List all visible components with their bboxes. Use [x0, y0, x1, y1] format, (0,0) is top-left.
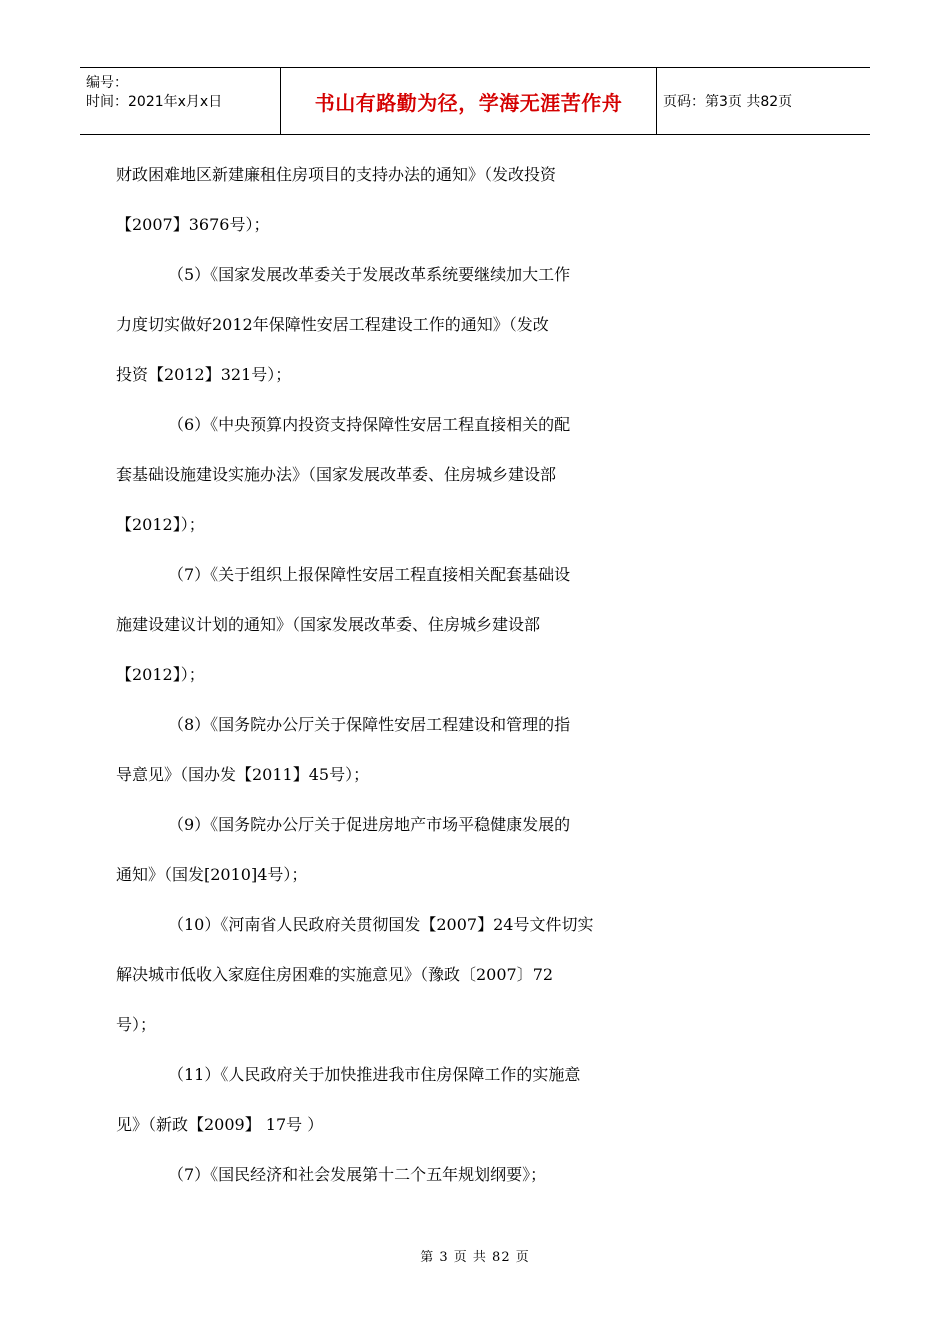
- body-text-line: （7）《关于组织上报保障性安居工程直接相关配套基础设: [168, 565, 571, 584]
- body-text-line: （9）《国务院办公厅关于促进房地产市场平稳健康发展的: [168, 815, 571, 834]
- header-motto-cell: [281, 68, 657, 134]
- body-text-line: （6）《中央预算内投资支持保障性安居工程直接相关的配: [168, 415, 571, 434]
- body-text-line: 投资【2012】321号）；: [116, 365, 292, 384]
- number-label: 编号：: [86, 75, 128, 91]
- body-text-line: 力度切实做好2012年保障性安居工程建设工作的通知》（发改: [116, 315, 549, 334]
- motto-text: 书山有路勤为径，学海无涯苦作舟: [314, 90, 623, 115]
- header-page-cell: [657, 68, 870, 134]
- body-text-line: （11）《人民政府关于加快推进我市住房保障工作的实施意: [168, 1065, 581, 1084]
- document-body: [116, 162, 836, 1212]
- body-text-line: 套基础设施建设实施办法》（国家发展改革委、住房城乡建设部: [116, 465, 557, 484]
- body-text-line: （7）《国民经济和社会发展第十二个五年规划纲要》；: [168, 1165, 547, 1184]
- body-text-line: 【2012】）；: [116, 665, 205, 684]
- body-text-line: 通知》（国发[2010]4号）；: [116, 865, 308, 884]
- body-text-line: 施建设建议计划的通知》（国家发展改革委、住房城乡建设部: [116, 615, 541, 634]
- page-info: 页码：第3页 共82页: [663, 94, 793, 110]
- page-footer: 第 3 页 共 82 页: [420, 1250, 530, 1265]
- body-text-line: 财政困难地区新建廉租住房项目的支持办法的通知》（发改投资: [116, 165, 557, 184]
- body-text-line: 【2007】3676号）；: [116, 215, 270, 234]
- body-text-line: （10）《河南省人民政府关贯彻国发【2007】24号文件切实: [168, 915, 594, 934]
- body-text-line: （5）《国家发展改革委关于发展改革系统要继续加大工作: [168, 265, 571, 284]
- body-text-line: 【2012】）；: [116, 515, 205, 534]
- page-header: [80, 67, 870, 135]
- time-label: 时间：2021年x月x日: [86, 94, 223, 110]
- body-text-line: 号）；: [116, 1015, 157, 1034]
- body-text-line: （8）《国务院办公厅关于保障性安居工程建设和管理的指: [168, 715, 571, 734]
- body-text-line: 解决城市低收入家庭住房困难的实施意见》（豫政〔2007〕72: [116, 965, 554, 984]
- body-text-line: 导意见》（国办发【2011】45号）；: [116, 765, 370, 784]
- header-meta-cell: [80, 68, 281, 134]
- body-text-line: 见》（新政【2009】 17号 ）: [116, 1115, 324, 1134]
